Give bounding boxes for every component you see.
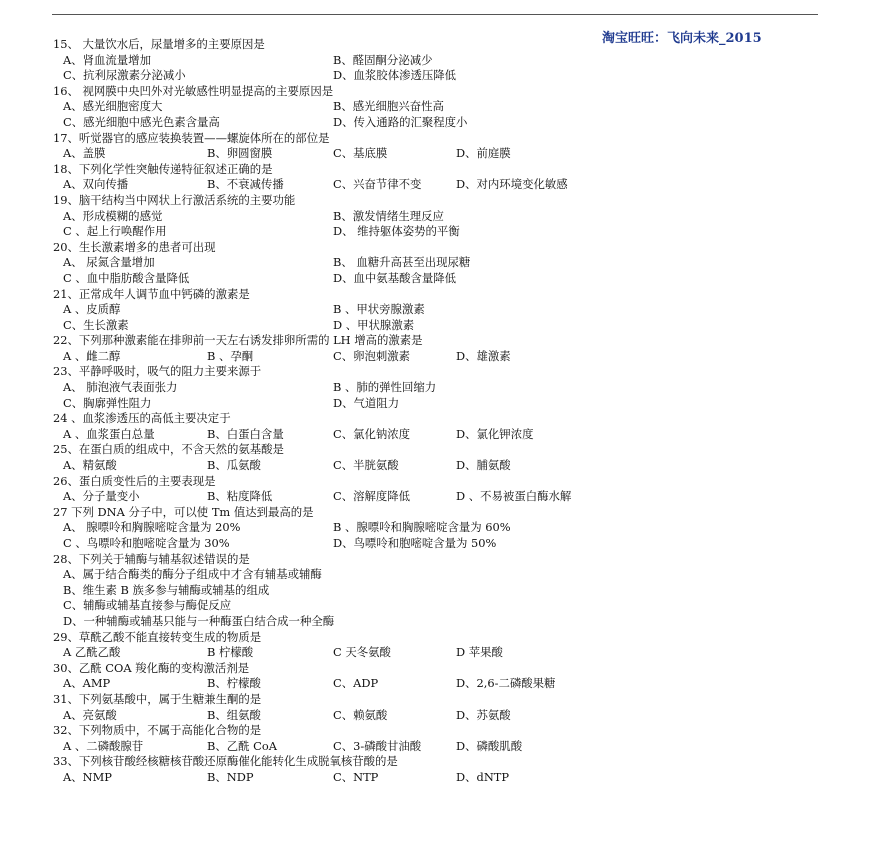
option-a: A、属于结合酶类的酶分子组成中才含有辅基或辅酶 <box>63 567 322 582</box>
option-c: C、胸廓弹性阻力 <box>63 395 152 410</box>
question-text: 24 、血浆渗透压的高低主要决定于 <box>53 411 231 426</box>
option-b: B、卵圆窗膜 <box>207 146 273 161</box>
option-d: D、气道阻力 <box>333 395 400 410</box>
option-d: D、传入通路的汇聚程度小 <box>333 114 468 129</box>
option-c: C、溶解度降低 <box>333 489 411 504</box>
option-c: C、兴奋节律不变 <box>333 177 422 192</box>
option-b: B 、甲状旁腺激素 <box>333 302 425 317</box>
option-c: C 、鸟嘌呤和胞嘧啶含量为 30% <box>63 536 230 550</box>
option-d: D、血浆胶体渗透压降低 <box>333 68 457 83</box>
question-stem <box>53 552 823 568</box>
option-c: C、生长激素 <box>63 317 129 332</box>
option-row <box>53 427 823 443</box>
option-c: C、辅酶或辅基直接参与酶促反应 <box>63 598 232 613</box>
option-a: A 、雌二醇 <box>63 348 121 363</box>
question-text: 25、在蛋白质的组成中，不含天然的氨基酸是 <box>53 442 284 457</box>
option-row <box>53 396 823 412</box>
option-d: D、dNTP <box>456 769 510 784</box>
option-c: C、ADP <box>333 676 379 691</box>
option-a: A 、皮质醇 <box>63 302 121 317</box>
question-text: 32、下列物质中，不属于高能化合物的是 <box>53 723 262 738</box>
option-row <box>53 177 823 193</box>
option-row <box>53 224 823 240</box>
top-rule <box>52 14 818 15</box>
question-stem <box>53 723 823 739</box>
option-d: D、雄激素 <box>456 348 511 363</box>
option-a: A、盖膜 <box>63 146 106 161</box>
option-a: A 乙酰乙酸 <box>63 645 121 660</box>
question-stem <box>53 193 823 209</box>
question-text: 33、下列核苷酸经核糖核苷酸还原酶催化能转化生成脱氧核苷酸的是 <box>53 754 398 769</box>
option-c: C 、血中脂肪酸含量降低 <box>63 270 190 285</box>
option-d: D、2,6-二磷酸果糖 <box>456 676 556 691</box>
option-c: C、感光细胞中感光色素含量高 <box>63 114 220 129</box>
option-b: B、NDP <box>207 769 254 784</box>
option-row <box>53 68 823 84</box>
question-text: 19、脑干结构当中网状上行激活系统的主要功能 <box>53 192 296 207</box>
option-a: A、NMP <box>63 769 112 784</box>
option-a: A、肾血流量增加 <box>63 52 151 67</box>
question-text: 28、下列关于辅酶与辅基叙述错误的是 <box>53 551 250 566</box>
option-c: C、卵泡刺激素 <box>333 348 411 363</box>
option-row <box>53 271 823 287</box>
option-c: C、基底膜 <box>333 146 388 161</box>
question-stem <box>53 364 823 380</box>
option-b: B 、孕酮 <box>207 348 254 363</box>
option-c: C、赖氨酸 <box>333 707 388 722</box>
option-row <box>53 567 823 583</box>
option-row <box>53 115 823 131</box>
option-d: D 、甲状腺激素 <box>333 317 415 332</box>
option-row <box>53 536 823 552</box>
option-row <box>53 770 823 786</box>
question-text: 27 下列 DNA 分子中，可以使 Tm 值达到最高的是 <box>53 504 314 519</box>
question-stem <box>53 240 823 256</box>
question-stem <box>53 661 823 677</box>
option-b: B、醛固酮分泌减少 <box>333 52 433 67</box>
option-b: B、激发情绪生理反应 <box>333 208 444 223</box>
option-a: A、亮氨酸 <box>63 707 117 722</box>
option-row <box>53 676 823 692</box>
question-stem <box>53 333 823 349</box>
question-stem <box>53 411 823 427</box>
option-b: B、乙酰 CoA <box>207 738 277 753</box>
option-d: D 苹果酸 <box>456 645 503 660</box>
question-text: 20、生长激素增多的患者可出现 <box>53 239 216 254</box>
option-d: D、氯化钾浓度 <box>456 426 534 441</box>
option-d: D、脯氨酸 <box>456 458 511 473</box>
option-row <box>53 708 823 724</box>
option-b: B、白蛋白含量 <box>207 426 284 441</box>
option-b: B、不衰减传播 <box>207 177 284 192</box>
option-row <box>53 645 823 661</box>
option-b: B、粘度降低 <box>207 489 273 504</box>
option-row <box>53 349 823 365</box>
option-row <box>53 209 823 225</box>
option-b: B、感光细胞兴奋性高 <box>333 99 444 114</box>
question-stem <box>53 84 823 100</box>
option-d: D、 维持躯体姿势的平衡 <box>333 224 460 239</box>
question-stem <box>53 505 823 521</box>
option-row <box>53 318 823 334</box>
question-text: 18、下列化学性突触传递特征叙述正确的是 <box>53 161 273 176</box>
option-c: C、氯化钠浓度 <box>333 426 411 441</box>
question-text: 21、正常成年人调节血中钙磷的激素是 <box>53 286 250 301</box>
option-a: A、精氨酸 <box>63 458 117 473</box>
option-d: D、一种辅酶或辅基只能与一种酶蛋白结合成一种全酶 <box>63 613 335 628</box>
option-d: D、对内环境变化敏感 <box>456 177 568 192</box>
option-d: D、前庭膜 <box>456 146 511 161</box>
option-a: A、形成模糊的感觉 <box>63 208 163 223</box>
option-row <box>53 99 823 115</box>
question-text: 29、草酰乙酸不能直接转变生成的物质是 <box>53 629 262 644</box>
option-b: B、维生素 B 族多参与辅酶或辅基的组成 <box>63 582 270 597</box>
question-stem <box>53 754 823 770</box>
option-c: C 天冬氨酸 <box>333 645 391 660</box>
option-row <box>53 520 823 536</box>
option-b: B 、肺的弹性回缩力 <box>333 380 437 395</box>
option-row <box>53 255 823 271</box>
question-text: 22、下列那种激素能在排卵前一天左右诱发排卵所需的 LH 增高的激素是 <box>53 333 423 348</box>
option-row <box>53 302 823 318</box>
question-text: 16、 视网膜中央凹外对光敏感性明显提高的主要原因是 <box>53 83 334 98</box>
option-row <box>53 458 823 474</box>
option-a: A、 腺嘌呤和胸腺嘧啶含量为 20% <box>63 520 241 535</box>
option-b: B、组氨酸 <box>207 707 261 722</box>
option-row <box>53 614 823 630</box>
option-b: B 、腺嘌呤和胸腺嘧啶含量为 60% <box>333 520 511 535</box>
option-a: A、AMP <box>63 676 111 691</box>
option-a: A、 尿氮含量增加 <box>63 255 155 270</box>
option-b: B、瓜氨酸 <box>207 458 261 473</box>
question-text: 23、平静呼吸时，吸气的阻力主要来源于 <box>53 364 262 379</box>
question-stem <box>53 692 823 708</box>
option-c: C、半胱氨酸 <box>333 458 399 473</box>
option-d: D、血中氨基酸含量降低 <box>333 270 457 285</box>
question-stem <box>53 287 823 303</box>
option-b: B、 血糖升高甚至出现尿糖 <box>333 255 471 270</box>
question-list <box>53 37 823 786</box>
question-stem <box>53 630 823 646</box>
option-c: C、抗利尿激素分泌减小 <box>63 68 186 83</box>
option-row <box>53 489 823 505</box>
option-a: A、双向传播 <box>63 177 129 192</box>
watermark-text: 淘宝旺旺：飞向未来_2015 <box>602 31 762 46</box>
option-b: B 柠檬酸 <box>207 645 254 660</box>
option-c: C、NTP <box>333 769 379 784</box>
option-a: A 、血浆蛋白总量 <box>63 426 155 441</box>
question-stem <box>53 37 823 53</box>
option-b: B、柠檬酸 <box>207 676 261 691</box>
option-row <box>53 53 823 69</box>
option-d: D 、不易被蛋白酶水解 <box>456 489 572 504</box>
question-stem <box>53 162 823 178</box>
question-text: 17、听觉器官的感应装换装置——螺旋体所在的部位是 <box>53 130 330 145</box>
option-c: C、3-磷酸甘油酸 <box>333 738 422 753</box>
question-text: 31、下列氨基酸中，属于生糖兼生酮的是 <box>53 691 262 706</box>
question-stem <box>53 474 823 490</box>
question-text: 15、 大量饮水后，尿量增多的主要原因是 <box>53 37 265 51</box>
question-stem <box>53 131 823 147</box>
question-text: 30、乙酰 COA 羧化酶的变构激活剂是 <box>53 660 250 675</box>
option-row <box>53 739 823 755</box>
question-stem <box>53 442 823 458</box>
option-d: D、磷酸肌酸 <box>456 738 523 753</box>
option-row <box>53 598 823 614</box>
option-d: D、鸟嘌呤和胞嘧啶含量为 50% <box>333 536 497 550</box>
option-a: A、感光细胞密度大 <box>63 99 163 114</box>
question-text: 26、蛋白质变性后的主要表现是 <box>53 473 216 488</box>
option-row <box>53 380 823 396</box>
option-row <box>53 146 823 162</box>
option-row <box>53 583 823 599</box>
option-a: A、 肺泡液气表面张力 <box>63 380 178 395</box>
option-a: A、分子量变小 <box>63 489 140 504</box>
option-a: A 、二磷酸腺苷 <box>63 738 144 753</box>
option-c: C 、起上行唤醒作用 <box>63 224 167 239</box>
option-d: D、苏氨酸 <box>456 707 511 722</box>
